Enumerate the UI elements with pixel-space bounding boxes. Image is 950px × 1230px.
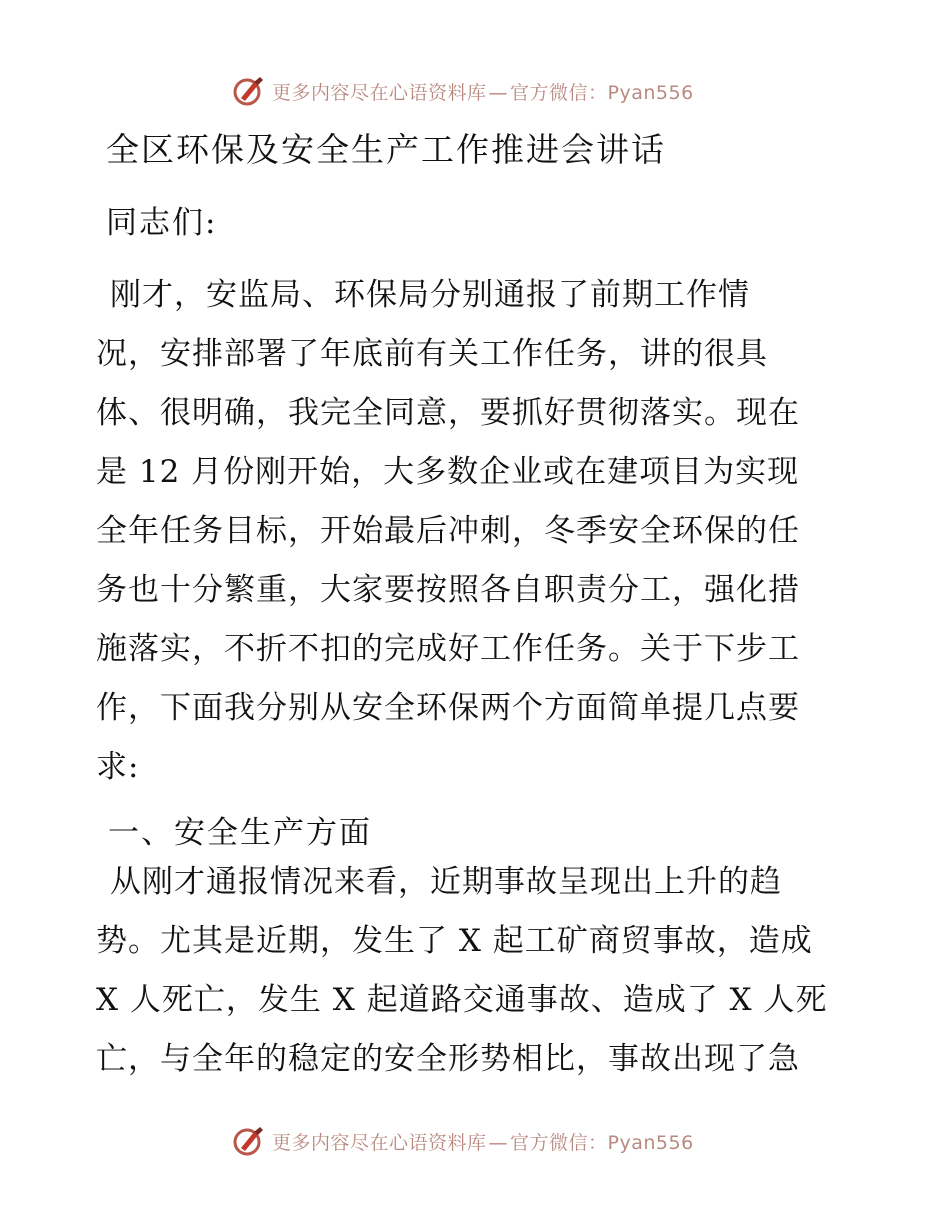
watermark-text (272, 78, 694, 105)
watermark-dash: — (488, 1131, 509, 1154)
document-title: 全区环保及安全生产工作推进会讲话 (106, 130, 666, 169)
paragraph-line: 是 12 月份刚开始，大多数企业或在建项目为实现 (96, 454, 800, 490)
paragraph-1 (96, 266, 856, 797)
paragraph-2 (96, 853, 856, 1089)
paragraph-line: 全年任务目标，开始最后冲刺，冬季安全环保的任 (96, 513, 800, 549)
watermark-wechat: 官方微信：Pyan556 (510, 81, 694, 104)
paragraph-line: 势。尤其是近期，发生了 X 起工矿商贸事故，造成 (96, 923, 813, 959)
paragraph-line: 务也十分繁重，大家要按照各自职责分工，强化措 (96, 572, 800, 608)
paragraph-line: 施落实，不折不扣的完成好工作任务。关于下步工 (96, 631, 800, 667)
watermark-text (272, 1128, 694, 1155)
paragraph-line: 作，下面我分别从安全环保两个方面简单提几点要 (96, 690, 800, 726)
paragraph-line: 刚才，安监局、环保局分别通报了前期工作情 (110, 277, 750, 313)
paragraph-line: 体、很明确，我完全同意，要抓好贯彻落实。现在 (96, 395, 800, 431)
pen-logo-icon (232, 1124, 266, 1158)
watermark-site-name: 更多内容尽在心语资料库 (272, 1131, 487, 1154)
paragraph-line: X 人死亡，发生 X 起道路交通事故、造成了 X 人死 (96, 982, 828, 1018)
watermark-wechat: 官方微信：Pyan556 (510, 1131, 694, 1154)
section-heading: 一、安全生产方面 (108, 815, 372, 851)
paragraph-line: 况，安排部署了年底前有关工作任务，讲的很具 (96, 336, 768, 372)
greeting: 同志们: (106, 205, 218, 241)
watermark-site-name: 更多内容尽在心语资料库 (272, 81, 487, 104)
pen-logo-icon (232, 74, 266, 108)
paragraph-line: 亡，与全年的稳定的安全形势相比，事故出现了急 (96, 1041, 800, 1077)
paragraph-line: 求: (96, 749, 140, 785)
paragraph-line: 从刚才通报情况来看，近期事故呈现出上升的趋 (110, 864, 782, 900)
watermark-dash: — (488, 81, 509, 104)
header-watermark (232, 74, 694, 108)
footer-watermark (232, 1124, 694, 1158)
